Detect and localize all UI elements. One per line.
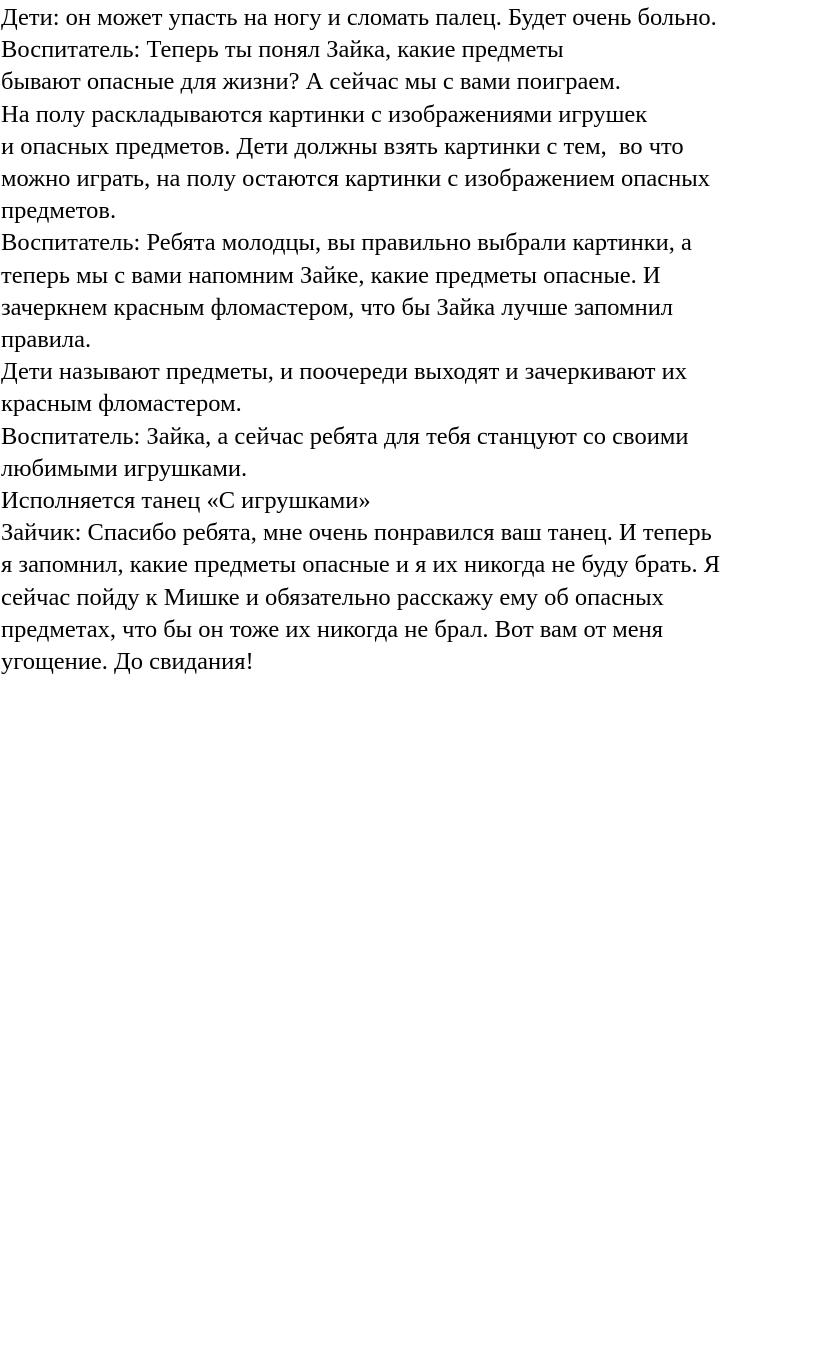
text-line: предметах, что бы он тоже их никогда не брал. Вот вам от меня <box>1 615 664 643</box>
text-line: теперь мы с вами напомним Зайке, какие предметы опасные. И <box>1 261 661 289</box>
text-line: и опасных предметов. Дети должны взять картинки с тем, во что <box>1 132 684 160</box>
text-line: правила. <box>1 326 92 354</box>
text-line: На полу раскладываются картинки с изображениями игрушек <box>1 100 648 128</box>
text-line: предметов. <box>1 197 117 225</box>
text-line: Зайчик: Спасибо ребята, мне очень понравился ваш танец. И теперь <box>1 519 712 547</box>
document-page <box>0 0 816 678</box>
text-line: Воспитатель: Зайка, а сейчас ребята для тебя станцуют со своими <box>1 422 689 450</box>
text-line: можно играть, на полу остаются картинки с изображением опасных <box>1 165 710 193</box>
text-line: Исполняется танец «С игрушками» <box>1 487 371 515</box>
text-line: бывают опасные для жизни? А сейчас мы с вами поиграем. <box>1 68 621 96</box>
text-line: Воспитатель: Теперь ты понял Зайка, какие предметы <box>1 36 564 64</box>
text-line: Воспитатель: Ребята молодцы, вы правильно выбрали картинки, а <box>1 229 692 257</box>
text-line: любимыми игрушками. <box>1 454 248 482</box>
text-line: зачеркнем красным фломастером, что бы Зайка лучше запомнил <box>1 293 674 321</box>
text-line: Дети называют предметы, и поочереди выходят и зачеркивают их <box>1 358 687 386</box>
text-line: сейчас пойду к Мишке и обязательно расскажу ему об опасных <box>1 583 664 611</box>
text-line: угощение. До свидания! <box>1 648 254 676</box>
text-line: я запомнил, какие предметы опасные и я их никогда не буду брать. Я <box>1 551 721 579</box>
text-line: красным фломастером. <box>1 390 242 418</box>
text-line: Дети: он может упасть на ногу и сломать палец. Будет очень больно. <box>1 4 717 31</box>
